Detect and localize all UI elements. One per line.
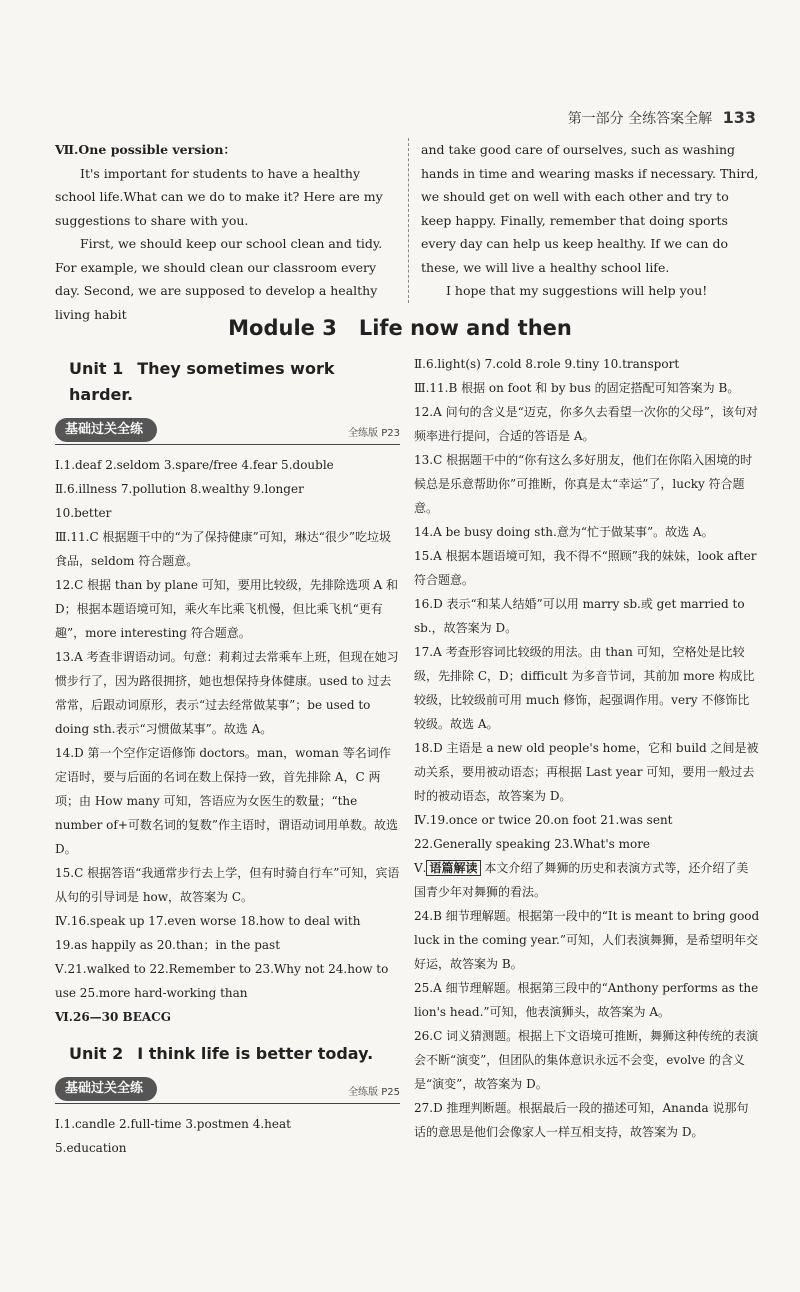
unit2-section-bar <box>55 1077 400 1104</box>
section-ref: 全练版 P23 <box>348 428 400 439</box>
answer-line: 22.Generally speaking 23.What's more <box>414 837 651 851</box>
answer-line: 18.D 主语是 a new old people's home，它和 build 之间是被动关系，要用被动语态；再根据 Last year 可知，要用一般过去时的被动语态，故答案为 D。 <box>414 741 759 803</box>
answer-line: 13.A 考查非谓语动词。句意：莉莉过去常乘车上班，但现在她习惯步行了，因为路很拥挤，她也想保持身体健康。used to 过去常常，后跟动词原形，表示“过去经常做某事”；be used to doing sth.表示“习惯做某事”。故选 A。 <box>55 650 399 736</box>
answer-line: 10.better <box>55 506 112 520</box>
answer-line: Ⅲ.11.C 根据题干中的“为了保持健康”可知，琳达“很少”吃垃圾食品，seldom 符合题意。 <box>55 530 392 568</box>
answer-line: 19.as happily as 20.than；in the past <box>55 938 281 952</box>
answer-line: 15.A 根据本题语境可知，我不得不“照顾”我的妹妹，look after 符合题意。 <box>414 549 757 587</box>
answer-line: Ⅳ.19.once or twice 20.on foot 21.was sent <box>414 813 673 827</box>
section-ref: 全练版 P25 <box>348 1087 400 1098</box>
answer-line: Ⅱ.6.light(s) 7.cold 8.role 9.tiny 10.transport <box>414 357 680 371</box>
module-number: Module 3 <box>228 316 337 340</box>
unit2-title: I think life is better today. <box>137 1044 374 1063</box>
answer-line: 14.D 第一个空作定语修饰 doctors。man，woman 等名词作定语时，要与后面的名词在数上保持一致，首先排除 A，C 两项；由 How many 可知，答语应为女医生的数量；“the number of+可数名词的复数”作主语时，谓语动词用单数。故选 D。 <box>55 746 399 856</box>
answer-line: 26.C 词义猜测题。根据上下文语境可推断，舞狮这种传统的表演会不断“演变”，但团队的集体意识永远不会变，evolve 的含义是“演变”，故答案为 D。 <box>414 1029 759 1091</box>
essay-paragraph: and take good care of ourselves, such as washing hands in time and wearing masks if necessary. Third, we should get on well with each other and try to keep happy. Finally, remember that doing sports every day can help us keep healthy. If we can do these, we will live a healthy school life. <box>421 142 759 275</box>
passage-note: Ⅴ. 语篇解读 本文介绍了舞狮的历史和表演方式等，还介绍了美国青少年对舞狮的看法。 <box>414 861 749 899</box>
answer-line: Ⅳ.16.speak up 17.even worse 18.how to deal with <box>55 914 361 928</box>
answer-line: 13.C 根据题干中的“你有这么多好朋友，他们在你陷入困境的时候总是乐意帮助你”可推断，你真是太“幸运”了，lucky 符合题意。 <box>414 453 753 515</box>
answer-line: 14.A be busy doing sth.意为“忙于做某事”。故选 A。 <box>414 525 714 539</box>
answer-line: 15.C 根据答语“我通常步行去上学，但有时骑自行车”可知，宾语从句的引导词是 how，故答案为 C。 <box>55 866 400 904</box>
essay-label: Ⅶ.One possible version： <box>55 142 236 157</box>
essay-paragraph: First, we should keep our school clean and tidy. For example, we should clean our classroom every day. Second, we are supposed to develop a healthy living habit <box>55 236 383 322</box>
answer-line: 12.A 问句的含义是“迈克，你多久去看望一次你的父母”，该句对频率进行提问，合适的答语是 A。 <box>414 405 758 443</box>
section-tag: 基础过关全练 <box>55 418 157 442</box>
answer-line: 12.C 根据 than by plane 可知，要用比较级，先排除选项 A 和 D；根据本题语境可知，乘火车比乘飞机慢，但比乘飞机“更有趣”，more interesting 符合题意。 <box>55 578 399 640</box>
answer-line: Ⅰ.1.candle 2.full-time 3.postmen 4.heat <box>55 1117 291 1131</box>
module-heading <box>0 316 800 340</box>
answer-line: 16.D 表示“和某人结婚”可以用 marry sb.或 get married to sb.，故答案为 D。 <box>414 597 745 635</box>
answer-line: Ⅵ.26—30 BEACG <box>55 1010 171 1024</box>
answer-line: 25.A 细节理解题。根据第三段中的“Anthony performs as the lion's head.”可知，他表演狮头，故答案为 A。 <box>414 981 759 1019</box>
essay-right-column <box>409 138 760 303</box>
passage-summary: 本文介绍了舞狮的历史和表演方式等，还介绍了美国青少年对舞狮的看法。 <box>414 861 749 899</box>
answer-line: Ⅴ.21.walked to 22.Remember to 23.Why not 24.how to use 25.more hard-working than <box>55 962 389 1000</box>
unit2-heading <box>69 1041 400 1067</box>
unit1-section-bar <box>55 418 400 445</box>
unit1-number: Unit 1 <box>69 359 124 378</box>
passage-tag: 语篇解读 <box>426 860 480 876</box>
right-answer-column <box>414 352 760 1144</box>
unit1-heading <box>69 356 400 408</box>
answer-line: 5.education <box>55 1141 127 1155</box>
module-title: Life now and then <box>358 316 572 340</box>
unit2-number: Unit 2 <box>69 1044 124 1063</box>
answer-line: Ⅱ.6.illness 7.pollution 8.wealthy 9.longer <box>55 482 304 496</box>
essay-closing: I hope that my suggestions will help you! <box>446 283 708 298</box>
answer-line: 24.B 细节理解题。根据第一段中的“It is meant to bring good luck in the coming year.”可知，人们表演舞狮，是希望明年交好运，故答案为 B。 <box>414 909 760 971</box>
left-answer-column <box>55 352 400 1160</box>
answer-line: Ⅰ.1.deaf 2.seldom 3.spare/free 4.fear 5.double <box>55 458 334 472</box>
answer-line: 27.D 推理判断题。根据最后一段的描述可知，Ananda 说那句话的意思是他们会像家人一样互相支持，故答案为 D。 <box>414 1101 749 1139</box>
essay-section <box>55 138 760 322</box>
page-number: 133 <box>722 108 756 127</box>
unit1-title: They sometimes work harder. <box>69 359 335 404</box>
page-header <box>568 108 756 128</box>
header-part: 第一部分 全练答案全解 <box>567 111 713 127</box>
answer-line: 17.A 考查形容词比较级的用法。由 than 可知，空格处是比较级，先排除 C，D；difficult 为多音节词，其前加 more 构成比较级，比较级前可用 much 修饰，起强调作用。very 不修饰比较级。故选 A。 <box>414 645 755 731</box>
essay-left-column <box>55 138 409 322</box>
essay-paragraph: It's important for students to have a healthy school life.What can we do to make it? Here are my suggestions to share with you. <box>55 165 383 228</box>
section-tag: 基础过关全练 <box>55 1077 157 1101</box>
answer-line: Ⅲ.11.B 根据 on foot 和 by bus 的固定搭配可知答案为 B。 <box>414 381 740 395</box>
